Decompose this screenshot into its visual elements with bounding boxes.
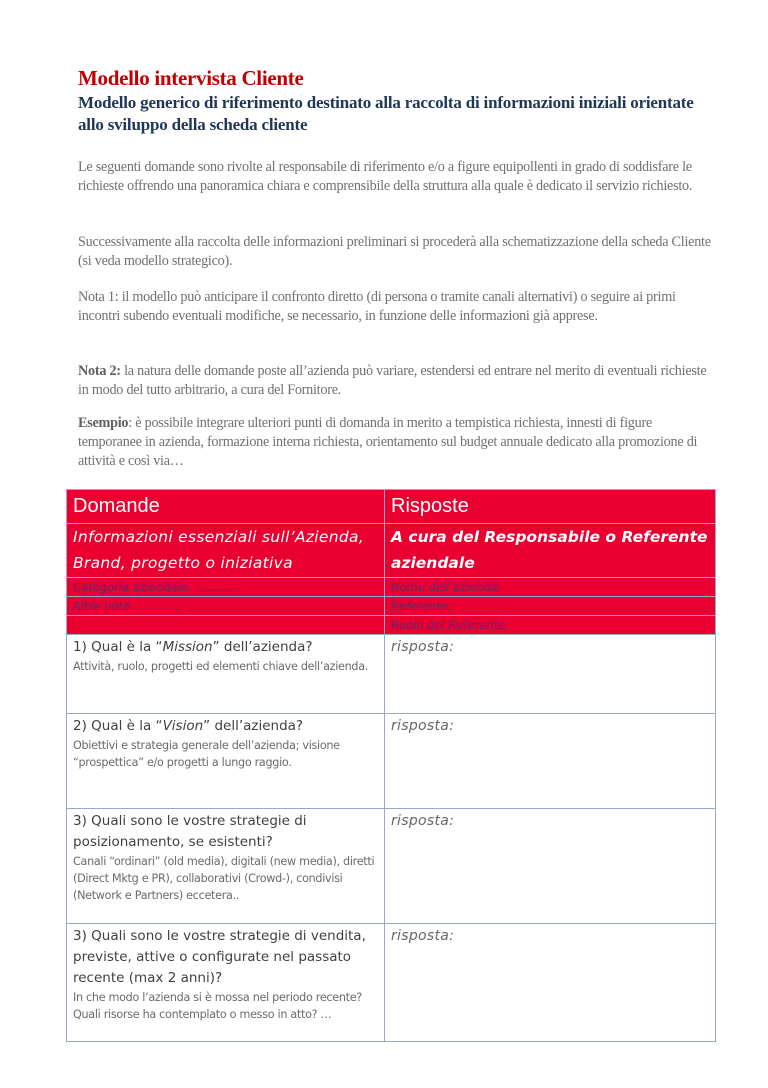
question-cell — [67, 635, 385, 714]
question-row — [67, 635, 716, 714]
table-subheader-row — [67, 524, 716, 578]
note-2-label: Nota 2: — [78, 363, 121, 379]
header-risposte: Risposte — [385, 490, 716, 524]
answer-field[interactable]: risposta: — [385, 714, 716, 809]
info-other-notes-field[interactable]: Altre note ………… — [67, 597, 385, 616]
process-paragraph: Successivamente alla raccolta delle informazioni preliminari si procederà alla schematizzazione della scheda Cliente (si veda modello strategico). — [78, 234, 711, 269]
question-cell — [67, 714, 385, 809]
question-description: Canali “ordinari” (old media), digitali (new media), diretti (Direct Mktg e PR), collaborativi (Crowd-), condivisi (Network e Partners) eccetera.. — [73, 855, 375, 902]
note-2-text: la natura delle domande poste all’azienda può variare, estendersi ed entrare nel merito di eventuali richieste in modo del tutto arbitrario, a cura del Fornitore. — [78, 363, 707, 398]
info-company-name-field[interactable]: Nome dell’azienda: — [385, 578, 716, 597]
info-row — [67, 597, 716, 616]
info-category-field[interactable]: Categoria aziendale: ………… — [67, 578, 385, 597]
interview-table — [66, 489, 716, 1042]
question-title: 3) Quali sono le vostre strategie di posizionamento, se esistenti? — [73, 813, 307, 850]
table-header-row — [67, 490, 716, 524]
question-row — [67, 924, 716, 1042]
info-referent-role-field[interactable]: Ruolo del Referente: — [385, 616, 716, 635]
question-title: 3) Quali sono le vostre strategie di vendita, previste, attive o configurate nel passato recente (max 2 anni)? — [73, 928, 366, 986]
question-title: 1) Qual è la “Mission” dell’azienda? — [73, 639, 313, 655]
example-label: Esempio — [78, 415, 129, 431]
question-row — [67, 809, 716, 924]
question-row — [67, 714, 716, 809]
document-subtitle: Modello generico di riferimento destinato alla raccolta di informazioni iniziali orientate allo sviluppo della scheda cliente — [78, 93, 694, 134]
question-description: In che modo l’azienda si è mossa nel periodo recente? Quali risorse ha contemplato o messo in atto? … — [73, 991, 362, 1021]
note-1-paragraph: Nota 1: il modello può anticipare il confronto diretto (di persona o tramite canali alternativi) o seguire ai primi incontri subendo eventuali modifiche, se necessario, in funzione delle informazioni già apprese. — [78, 289, 676, 324]
subheader-left: Informazioni essenziali sull’Azienda, Brand, progetto o iniziativa — [67, 524, 385, 578]
question-cell — [67, 924, 385, 1042]
question-cell — [67, 809, 385, 924]
example-text: : è possibile integrare ulteriori punti di domanda in merito a tempistica richiesta, innesti di figure temporanee in azienda, formazione interna richiesta, orientamento sul budget annuale dedicato alla promozione di attività e così via… — [78, 415, 698, 469]
intro-paragraph: Le seguenti domande sono rivolte al responsabile di riferimento e/o a figure equipollenti in grado di soddisfare le richieste offrendo una panoramica chiara e comprensibile della struttura alla quale è dedicato il servizio richiesto. — [78, 159, 693, 194]
question-title: 2) Qual è la “Vision” dell’azienda? — [73, 718, 304, 734]
question-description: Attività, ruolo, progetti ed elementi chiave dell’azienda. — [73, 660, 369, 673]
question-description: Obiettivi e strategia generale dell’azienda; visione “prospettica” e/o progetti a lungo raggio. — [73, 739, 340, 769]
document-title: Modello intervista Cliente — [78, 66, 304, 90]
info-referent-field[interactable]: Referente: — [385, 597, 716, 616]
note-2-paragraph — [78, 362, 714, 400]
info-empty-cell — [67, 616, 385, 635]
answer-field[interactable]: risposta: — [385, 635, 716, 714]
header-domande: Domande — [67, 490, 385, 524]
info-row — [67, 616, 716, 635]
info-row — [67, 578, 716, 597]
example-paragraph — [78, 414, 714, 471]
subheader-right: A cura del Responsabile o Referente aziendale — [385, 524, 716, 578]
answer-field[interactable]: risposta: — [385, 809, 716, 924]
answer-field[interactable]: risposta: — [385, 924, 716, 1042]
